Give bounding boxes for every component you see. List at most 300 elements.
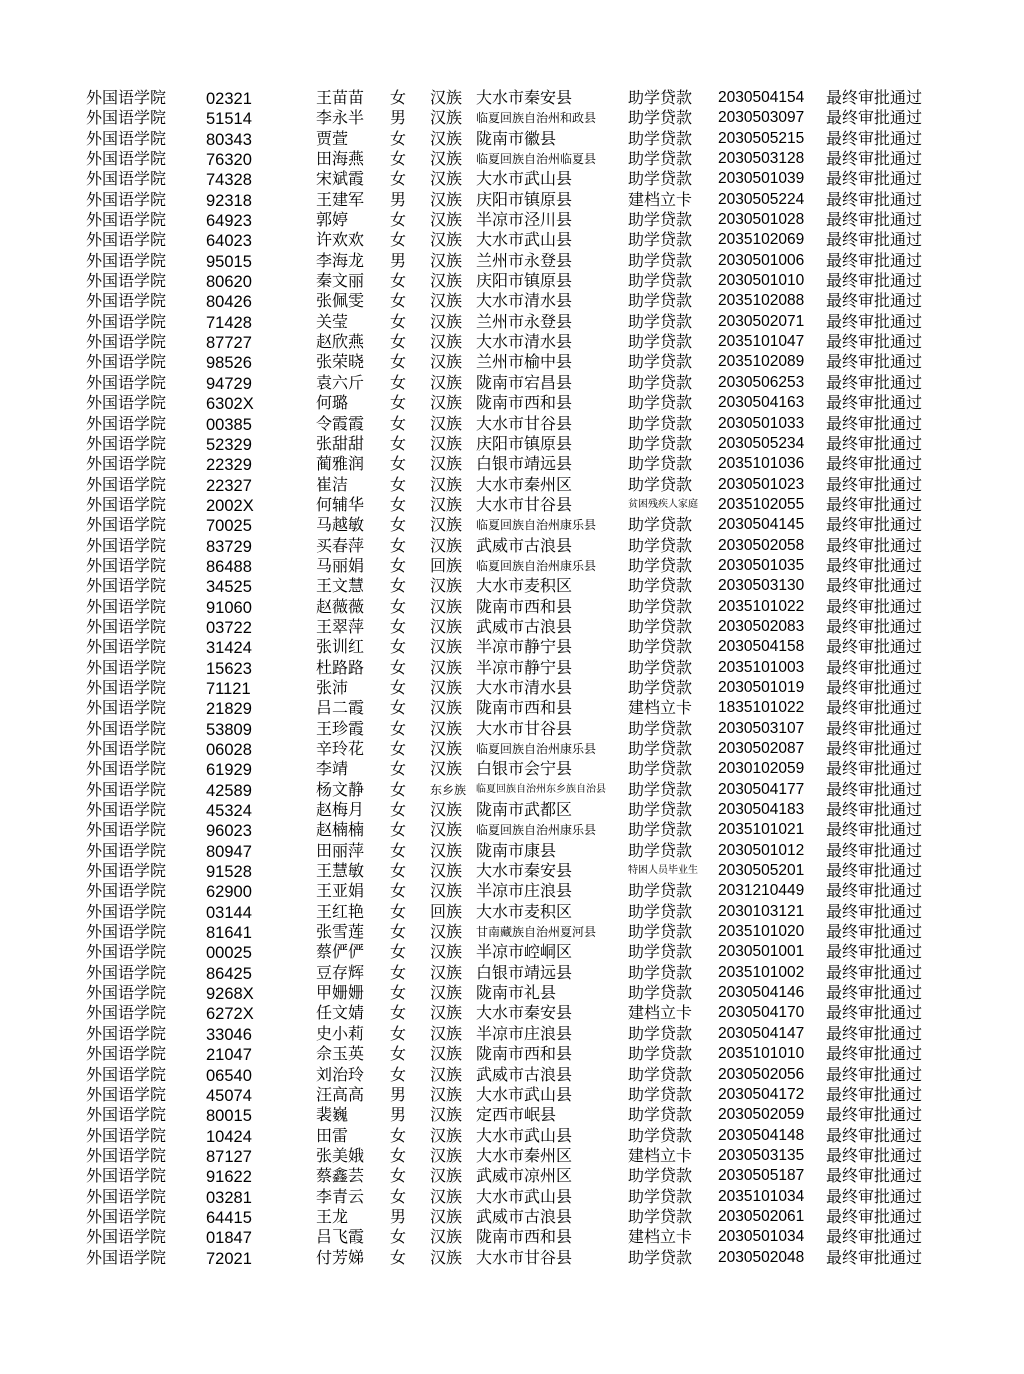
- aid-type-cell: 助学贷款: [628, 962, 693, 982]
- aid-type-cell: 建档立卡: [628, 698, 693, 718]
- status-cell: 最终审批通过: [826, 494, 923, 514]
- student-name-cell: 杜路路: [316, 657, 365, 677]
- table-row: [0, 1227, 1024, 1247]
- table-row: [0, 841, 1024, 861]
- ethnicity-cell: 汉族: [430, 637, 463, 657]
- student-id-cell: 06028: [206, 741, 252, 759]
- origin-cell: 陇南市康县: [476, 840, 557, 860]
- aid-type-cell: 助学贷款: [628, 596, 693, 616]
- table-row: [0, 88, 1024, 108]
- gender-cell: 女: [390, 942, 407, 962]
- college-cell: 外国语学院: [86, 576, 167, 596]
- table-row: [0, 332, 1024, 352]
- application-code-cell: 2030506253: [718, 373, 805, 391]
- college-cell: 外国语学院: [86, 698, 167, 718]
- student-id-cell: 00385: [206, 415, 252, 434]
- application-code-cell: 2030502059: [718, 1106, 805, 1124]
- aid-type-cell: 助学贷款: [628, 718, 693, 738]
- ethnicity-cell: 汉族: [430, 169, 463, 189]
- aid-type-cell: 贫困残疾人家庭: [628, 498, 698, 510]
- ethnicity-cell: 汉族: [430, 149, 463, 169]
- student-id-cell: 53809: [206, 720, 252, 739]
- origin-cell: 武威市古浪县: [476, 616, 573, 636]
- aid-type-cell: 助学贷款: [628, 332, 693, 352]
- gender-cell: 女: [390, 352, 407, 372]
- student-id-cell: 61929: [206, 761, 252, 780]
- status-cell: 最终审批通过: [826, 1206, 923, 1226]
- aid-type-cell: 建档立卡: [628, 1003, 693, 1023]
- origin-cell: 临夏回族自治州康乐县: [476, 518, 597, 533]
- status-cell: 最终审批通过: [826, 149, 923, 169]
- ethnicity-cell: 汉族: [430, 108, 463, 128]
- student-aid-table: [0, 88, 1024, 1268]
- student-id-cell: 86488: [206, 557, 252, 576]
- student-name-cell: 王龙: [316, 1206, 349, 1226]
- table-row: [0, 1248, 1024, 1268]
- status-cell: 最终审批通过: [826, 596, 923, 616]
- application-code-cell: 2030501034: [718, 1228, 805, 1246]
- ethnicity-cell: 汉族: [430, 494, 463, 514]
- gender-cell: 女: [390, 149, 407, 169]
- status-cell: 最终审批通过: [826, 230, 923, 250]
- student-id-cell: 92318: [206, 191, 252, 210]
- status-cell: 最终审批通过: [826, 1166, 923, 1186]
- student-id-cell: 33046: [206, 1025, 252, 1044]
- college-cell: 外国语学院: [86, 1206, 167, 1226]
- aid-type-cell: 助学贷款: [628, 128, 693, 148]
- status-cell: 最终审批通过: [826, 210, 923, 230]
- student-name-cell: 张佩雯: [316, 291, 365, 311]
- aid-type-cell: 建档立卡: [628, 1145, 693, 1165]
- gender-cell: 女: [390, 840, 407, 860]
- table-row: [0, 271, 1024, 291]
- aid-type-cell: 助学贷款: [628, 149, 693, 169]
- table-row: [0, 414, 1024, 434]
- origin-cell: 大水市秦州区: [476, 1145, 573, 1165]
- student-name-cell: 王翠萍: [316, 616, 365, 636]
- gender-cell: 男: [390, 250, 407, 270]
- student-name-cell: 蔡鑫芸: [316, 1166, 365, 1186]
- college-cell: 外国语学院: [86, 169, 167, 189]
- ethnicity-cell: 汉族: [430, 1227, 463, 1247]
- table-row: [0, 495, 1024, 515]
- student-id-cell: 91528: [206, 863, 252, 882]
- aid-type-cell: 助学贷款: [628, 637, 693, 657]
- application-code-cell: 2030504147: [718, 1024, 805, 1042]
- student-name-cell: 买春萍: [316, 535, 365, 555]
- gender-cell: 女: [390, 291, 407, 311]
- status-cell: 最终审批通过: [826, 1064, 923, 1084]
- application-code-cell: 2030505215: [718, 129, 805, 147]
- student-id-cell: 06540: [206, 1066, 252, 1085]
- status-cell: 最终审批通过: [826, 820, 923, 840]
- college-cell: 外国语学院: [86, 454, 167, 474]
- aid-type-cell: 助学贷款: [628, 1166, 693, 1186]
- status-cell: 最终审批通过: [826, 1145, 923, 1165]
- student-name-cell: 田雷: [316, 1125, 349, 1145]
- college-cell: 外国语学院: [86, 1166, 167, 1186]
- college-cell: 外国语学院: [86, 739, 167, 758]
- table-row: [0, 739, 1024, 759]
- gender-cell: 女: [390, 555, 407, 575]
- status-cell: 最终审批通过: [826, 169, 923, 189]
- table-row: [0, 393, 1024, 413]
- ethnicity-cell: 汉族: [430, 454, 463, 474]
- origin-cell: 武威市古浪县: [476, 1206, 573, 1226]
- college-cell: 外国语学院: [86, 1044, 167, 1064]
- aid-type-cell: 助学贷款: [628, 616, 693, 636]
- aid-type-cell: 助学贷款: [628, 1206, 693, 1226]
- status-cell: 最终审批通过: [826, 1227, 923, 1247]
- table-row: [0, 1065, 1024, 1085]
- ethnicity-cell: 汉族: [430, 372, 463, 392]
- status-cell: 最终审批通过: [826, 393, 923, 413]
- college-cell: 外国语学院: [86, 413, 167, 433]
- table-row: [0, 637, 1024, 657]
- table-row: [0, 475, 1024, 495]
- student-name-cell: 任文婧: [316, 1003, 365, 1023]
- college-cell: 外国语学院: [86, 474, 167, 494]
- application-code-cell: 2030502087: [718, 740, 805, 757]
- ethnicity-cell: 汉族: [430, 1064, 463, 1084]
- ethnicity-cell: 汉族: [430, 1125, 463, 1145]
- origin-cell: 半凉市泾川县: [476, 210, 573, 230]
- status-cell: 最终审批通过: [826, 698, 923, 718]
- aid-type-cell: 助学贷款: [628, 1186, 693, 1206]
- status-cell: 最终审批通过: [826, 718, 923, 738]
- status-cell: 最终审批通过: [826, 555, 923, 575]
- student-name-cell: 李青云: [316, 1186, 365, 1206]
- college-cell: 外国语学院: [86, 494, 167, 514]
- student-name-cell: 佘玉英: [316, 1044, 365, 1064]
- application-code-cell: 2030504146: [718, 984, 805, 1002]
- student-name-cell: 王亚娟: [316, 881, 365, 901]
- college-cell: 外国语学院: [86, 983, 167, 1003]
- origin-cell: 武威市古浪县: [476, 1064, 573, 1084]
- status-cell: 最终审批通过: [826, 983, 923, 1003]
- gender-cell: 女: [390, 1247, 407, 1267]
- gender-cell: 女: [390, 1064, 407, 1084]
- ethnicity-cell: 汉族: [430, 718, 463, 738]
- student-name-cell: 张沛: [316, 677, 349, 697]
- gender-cell: 女: [390, 1003, 407, 1023]
- status-cell: 最终审批通过: [826, 840, 923, 860]
- origin-cell: 庆阳市镇原县: [476, 433, 573, 453]
- student-name-cell: 甲姗姗: [316, 983, 365, 1003]
- application-code-cell: 2030505201: [718, 862, 805, 880]
- status-cell: 最终审批通过: [826, 861, 923, 881]
- student-name-cell: 汪高高: [316, 1084, 365, 1104]
- student-name-cell: 李靖: [316, 759, 349, 779]
- application-code-cell: 2035101010: [718, 1045, 805, 1063]
- ethnicity-cell: 汉族: [430, 1186, 463, 1206]
- student-name-cell: 赵楠楠: [316, 820, 365, 840]
- origin-cell: 庆阳市镇原县: [476, 271, 573, 291]
- table-row: [0, 902, 1024, 922]
- college-cell: 外国语学院: [86, 230, 167, 250]
- gender-cell: 女: [390, 128, 407, 148]
- student-name-cell: 何辅华: [316, 494, 365, 514]
- aid-type-cell: 助学贷款: [628, 230, 693, 250]
- origin-cell: 陇南市武都区: [476, 800, 573, 820]
- ethnicity-cell: 汉族: [430, 291, 463, 311]
- aid-type-cell: 助学贷款: [628, 739, 693, 758]
- ethnicity-cell: 汉族: [430, 820, 463, 840]
- origin-cell: 大水市麦积区: [476, 901, 573, 921]
- ethnicity-cell: 汉族: [430, 88, 463, 107]
- college-cell: 外国语学院: [86, 311, 167, 331]
- ethnicity-cell: 汉族: [430, 576, 463, 596]
- gender-cell: 女: [390, 311, 407, 331]
- college-cell: 外国语学院: [86, 393, 167, 413]
- student-name-cell: 赵欣燕: [316, 332, 365, 352]
- gender-cell: 女: [390, 657, 407, 677]
- college-cell: 外国语学院: [86, 677, 167, 697]
- gender-cell: 女: [390, 535, 407, 555]
- gender-cell: 女: [390, 332, 407, 352]
- status-cell: 最终审批通过: [826, 922, 923, 942]
- table-row: [0, 698, 1024, 718]
- student-id-cell: 02321: [206, 90, 252, 108]
- gender-cell: 女: [390, 271, 407, 291]
- ethnicity-cell: 汉族: [430, 800, 463, 820]
- ethnicity-cell: 汉族: [430, 433, 463, 453]
- aid-type-cell: 助学贷款: [628, 901, 693, 921]
- gender-cell: 女: [390, 962, 407, 982]
- student-id-cell: 87127: [206, 1147, 252, 1166]
- table-row: [0, 108, 1024, 128]
- aid-type-cell: 助学贷款: [628, 515, 693, 535]
- college-cell: 外国语学院: [86, 840, 167, 860]
- gender-cell: 女: [390, 983, 407, 1003]
- college-cell: 外国语学院: [86, 128, 167, 148]
- application-code-cell: 2030504172: [718, 1085, 805, 1103]
- ethnicity-cell: 汉族: [430, 698, 463, 718]
- college-cell: 外国语学院: [86, 1023, 167, 1043]
- student-id-cell: 81641: [206, 924, 252, 943]
- ethnicity-cell: 汉族: [430, 1105, 463, 1125]
- application-code-cell: 2030504177: [718, 780, 805, 798]
- ethnicity-cell: 汉族: [430, 311, 463, 331]
- student-id-cell: 22327: [206, 476, 252, 495]
- table-row: [0, 129, 1024, 149]
- aid-type-cell: 助学贷款: [628, 800, 693, 820]
- table-row: [0, 1024, 1024, 1044]
- origin-cell: 兰州市永登县: [476, 250, 573, 270]
- table-row: [0, 1207, 1024, 1227]
- gender-cell: 女: [390, 779, 407, 799]
- origin-cell: 大水市武山县: [476, 230, 573, 250]
- origin-cell: 大水市甘谷县: [476, 1247, 573, 1267]
- origin-cell: 大水市秦安县: [476, 88, 573, 107]
- student-name-cell: 吕飞霞: [316, 1227, 365, 1247]
- application-code-cell: 2030502056: [718, 1065, 805, 1083]
- table-row: [0, 210, 1024, 230]
- student-id-cell: 94729: [206, 374, 252, 393]
- college-cell: 外国语学院: [86, 1145, 167, 1165]
- table-row: [0, 454, 1024, 474]
- origin-cell: 半凉市静宁县: [476, 637, 573, 657]
- student-id-cell: 6272X: [206, 1005, 254, 1024]
- status-cell: 最终审批通过: [826, 1084, 923, 1104]
- college-cell: 外国语学院: [86, 352, 167, 372]
- student-name-cell: 李海龙: [316, 250, 365, 270]
- application-code-cell: 2030504145: [718, 516, 805, 534]
- table-row: [0, 942, 1024, 962]
- ethnicity-cell: 汉族: [430, 759, 463, 779]
- ethnicity-cell: 汉族: [430, 515, 463, 535]
- origin-cell: 大水市甘谷县: [476, 718, 573, 738]
- ethnicity-cell: 汉族: [430, 657, 463, 677]
- status-cell: 最终审批通过: [826, 739, 923, 758]
- table-row: [0, 861, 1024, 881]
- table-row: [0, 190, 1024, 210]
- status-cell: 最终审批通过: [826, 1186, 923, 1206]
- student-name-cell: 蔺雅润: [316, 454, 365, 474]
- ethnicity-cell: 回族: [430, 555, 463, 575]
- aid-type-cell: 助学贷款: [628, 535, 693, 555]
- status-cell: 最终审批通过: [826, 413, 923, 433]
- gender-cell: 女: [390, 454, 407, 474]
- table-row: [0, 881, 1024, 901]
- aid-type-cell: 助学贷款: [628, 372, 693, 392]
- aid-type-cell: 建档立卡: [628, 1227, 693, 1247]
- origin-cell: 临夏回族自治州康乐县: [476, 742, 597, 756]
- ethnicity-cell: 汉族: [430, 1166, 463, 1186]
- student-name-cell: 田海燕: [316, 149, 365, 169]
- gender-cell: 女: [390, 169, 407, 189]
- ethnicity-cell: 汉族: [430, 393, 463, 413]
- status-cell: 最终审批通过: [826, 332, 923, 352]
- college-cell: 外国语学院: [86, 88, 167, 107]
- origin-cell: 定西市岷县: [476, 1105, 557, 1125]
- origin-cell: 半凉市庄浪县: [476, 1023, 573, 1043]
- student-id-cell: 51514: [206, 110, 252, 129]
- table-row: [0, 1085, 1024, 1105]
- table-row: [0, 149, 1024, 169]
- status-cell: 最终审批通过: [826, 1023, 923, 1043]
- student-id-cell: 03144: [206, 903, 252, 922]
- gender-cell: 女: [390, 698, 407, 718]
- origin-cell: 临夏回族自治州和政县: [476, 111, 597, 126]
- student-name-cell: 杨文静: [316, 779, 365, 799]
- aid-type-cell: 助学贷款: [628, 840, 693, 860]
- table-row: [0, 1044, 1024, 1064]
- student-id-cell: 21829: [206, 700, 252, 719]
- application-code-cell: 2030501033: [718, 414, 805, 432]
- student-id-cell: 71428: [206, 313, 252, 332]
- application-code-cell: 2030504183: [718, 801, 805, 819]
- aid-type-cell: 助学贷款: [628, 108, 693, 128]
- student-id-cell: 64923: [206, 212, 252, 231]
- origin-cell: 陇南市徽县: [476, 128, 557, 148]
- origin-cell: 白银市会宁县: [476, 759, 573, 779]
- status-cell: 最终审批通过: [826, 189, 923, 209]
- student-id-cell: 80620: [206, 273, 252, 292]
- aid-type-cell: 建档立卡: [628, 189, 693, 209]
- student-id-cell: 03722: [206, 618, 252, 637]
- status-cell: 最终审批通过: [826, 291, 923, 311]
- status-cell: 最终审批通过: [826, 616, 923, 636]
- origin-cell: 大水市武山县: [476, 1084, 573, 1104]
- college-cell: 外国语学院: [86, 779, 167, 799]
- ethnicity-cell: 汉族: [430, 189, 463, 209]
- origin-cell: 庆阳市镇原县: [476, 189, 573, 209]
- application-code-cell: 2030501001: [718, 943, 805, 961]
- aid-type-cell: 助学贷款: [628, 311, 693, 331]
- aid-type-cell: 助学贷款: [628, 352, 693, 372]
- aid-type-cell: 助学贷款: [628, 88, 693, 107]
- origin-cell: 武威市凉州区: [476, 1166, 573, 1186]
- origin-cell: 大水市秦安县: [476, 861, 573, 881]
- college-cell: 外国语学院: [86, 718, 167, 738]
- status-cell: 最终审批通过: [826, 677, 923, 697]
- application-code-cell: 2030501035: [718, 556, 805, 574]
- status-cell: 最终审批通过: [826, 901, 923, 921]
- aid-type-cell: 助学贷款: [628, 250, 693, 270]
- table-row: [0, 373, 1024, 393]
- student-name-cell: 许欢欢: [316, 230, 365, 250]
- application-code-cell: 2035102069: [718, 231, 805, 249]
- student-id-cell: 64415: [206, 1208, 252, 1227]
- application-code-cell: 2030502058: [718, 536, 805, 554]
- college-cell: 外国语学院: [86, 800, 167, 820]
- college-cell: 外国语学院: [86, 657, 167, 677]
- status-cell: 最终审批通过: [826, 576, 923, 596]
- status-cell: 最终审批通过: [826, 881, 923, 901]
- ethnicity-cell: 汉族: [430, 250, 463, 270]
- student-name-cell: 吕二霞: [316, 698, 365, 718]
- status-cell: 最终审批通过: [826, 311, 923, 331]
- college-cell: 外国语学院: [86, 962, 167, 982]
- gender-cell: 女: [390, 739, 407, 758]
- application-code-cell: 2030502083: [718, 617, 805, 635]
- college-cell: 外国语学院: [86, 881, 167, 901]
- status-cell: 最终审批通过: [826, 1003, 923, 1023]
- student-name-cell: 付芳娣: [316, 1247, 365, 1267]
- student-name-cell: 王文慧: [316, 576, 365, 596]
- student-id-cell: 42589: [206, 781, 252, 800]
- origin-cell: 甘南藏族自治州夏河县: [476, 925, 597, 940]
- aid-type-cell: 助学贷款: [628, 169, 693, 189]
- gender-cell: 女: [390, 1166, 407, 1186]
- gender-cell: 女: [390, 1145, 407, 1165]
- aid-type-cell: 助学贷款: [628, 983, 693, 1003]
- origin-cell: 白银市靖远县: [476, 454, 573, 474]
- origin-cell: 半凉市静宁县: [476, 657, 573, 677]
- status-cell: 最终审批通过: [826, 108, 923, 128]
- status-cell: 最终审批通过: [826, 454, 923, 474]
- aid-type-cell: 助学贷款: [628, 1247, 693, 1267]
- ethnicity-cell: 汉族: [430, 413, 463, 433]
- gender-cell: 女: [390, 637, 407, 657]
- student-id-cell: 6302X: [206, 395, 254, 414]
- ethnicity-cell: 汉族: [430, 210, 463, 230]
- student-name-cell: 蔡俨俨: [316, 942, 365, 962]
- college-cell: 外国语学院: [86, 1003, 167, 1023]
- gender-cell: 女: [390, 677, 407, 697]
- table-row: [0, 515, 1024, 535]
- table-row: [0, 800, 1024, 820]
- table-row: [0, 312, 1024, 332]
- gender-cell: 女: [390, 718, 407, 738]
- aid-type-cell: 助学贷款: [628, 555, 693, 575]
- student-name-cell: 史小莉: [316, 1023, 365, 1043]
- college-cell: 外国语学院: [86, 1084, 167, 1104]
- aid-type-cell: 助学贷款: [628, 677, 693, 697]
- gender-cell: 女: [390, 433, 407, 453]
- college-cell: 外国语学院: [86, 1125, 167, 1145]
